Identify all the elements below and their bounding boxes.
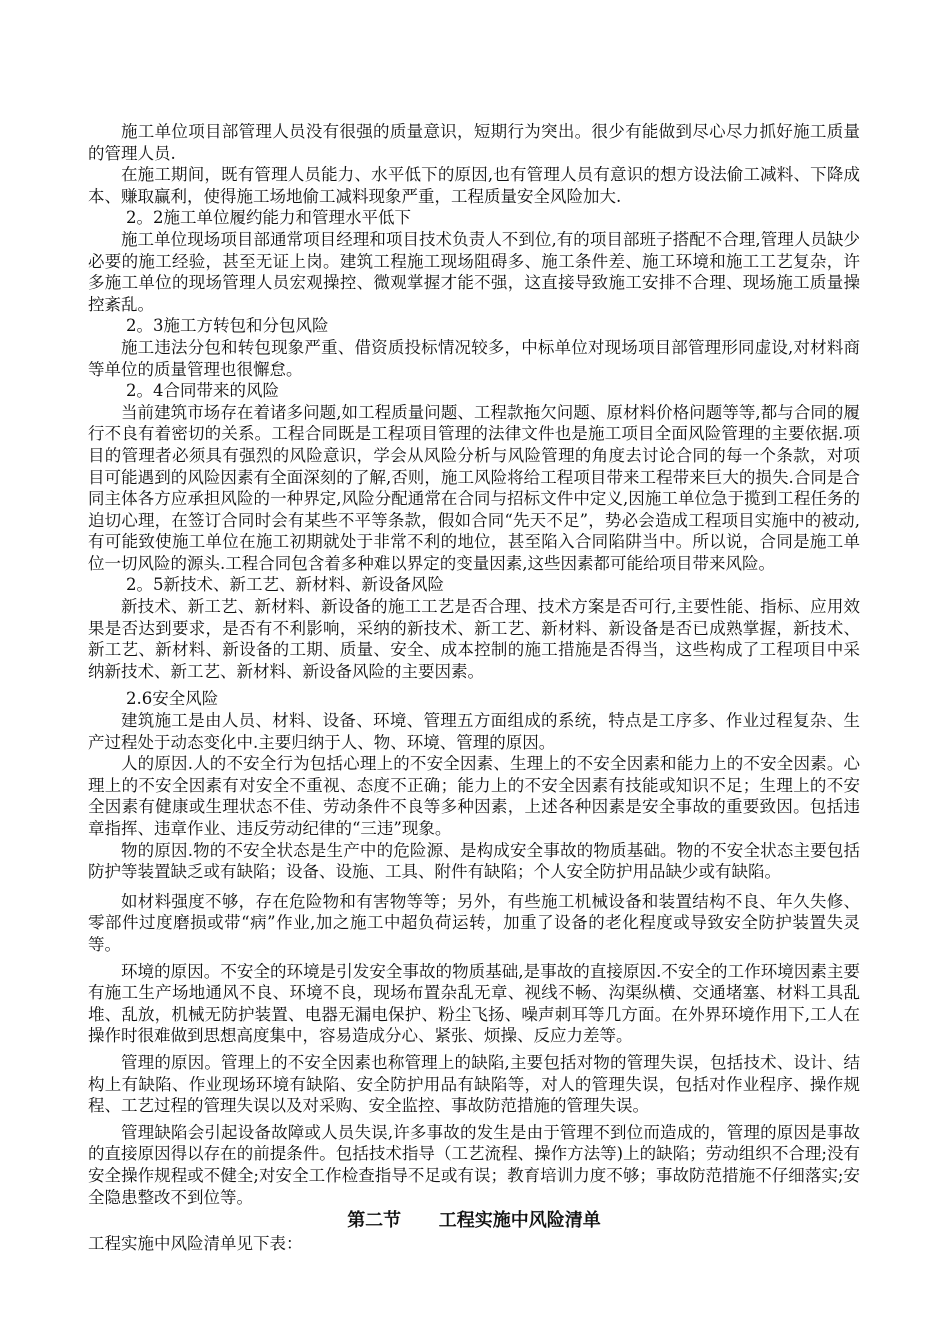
paragraph-environment-factor: 环境的原因。不安全的环境是引发安全事故的物质基础,是事故的直接原因.不安全的工作环境因素主要有施工生产场地通风不良、环境不良，现场布置杂乱无章、视线不畅、沟渠纵横、交通堵塞、材料工具乱堆、乱放，机械无防护装置、电器无漏电保护、粉尘飞扬、噪声刺耳等几方面。在外界环境作用下,工人在操作时很难做到思想高度集中，容易造成分心、紧张、烦操、反应力差等。 (88, 961, 860, 1046)
subheading-2-5: 2。5新技术、新工艺、新材料、新设备风险 (126, 575, 444, 595)
paragraph-management-defect: 管理缺陷会引起设备故障或人员失误,许多事故的发生是由于管理不到位而造成的，管理的原因是事故的直接原因得以存在的前提条件。包括技术指导（工艺流程、操作方法等)上的缺陷；劳动组织不合理;没有安全操作规程或不健全;对安全工作检查指导不足或有误；教育培训力度不够；事故防范措施不仔细落实;安全隐患整改不到位等。 (88, 1122, 860, 1207)
subheading-2-4: 2。4合同带来的风险 (126, 381, 279, 401)
paragraph-material-equipment: 如材料强度不够，存在危险物和有害物等等；另外，有些施工机械设备和装置结构不良、年久失修、零部件过度磨损或带“病”作业,加之施工中超负荷运转，加重了设备的老化程度或导致安全防护装置失灵等。 (88, 891, 860, 954)
document-page (88, 121, 860, 1255)
paragraph-cut-corners: 在施工期间，既有管理人员能力、水平低下的原因,也有管理人员有意识的想方设法偷工减料、下降成本、赚取赢利，使得施工场地偷工减料现象严重，工程质量安全风险加大. (88, 165, 860, 206)
subheading-2-6: 2.6安全风险 (126, 689, 219, 709)
paragraph-subcontract: 施工违法分包和转包现象严重、借资质投标情况较多，中标单位对现场项目部管理形同虚设,对材料商等单位的质量管理也很懈怠。 (88, 337, 860, 379)
paragraph-object-factor: 物的原因.物的不安全状态是生产中的危险源、是构成安全事故的物质基础。物的不安全状态主要包括防护等装置缺乏或有缺陷；设备、设施、工具、附件有缺陷；个人安全防护用品缺少或有缺陷。 (88, 840, 860, 882)
paragraph-management-level: 施工单位现场项目部通常项目经理和项目技术负责人不到位,有的项目部班子搭配不合理,管理人员缺少必要的施工经验，甚至无证上岗。建筑工程施工现场阻碍多、施工条件差、施工环境和施工工艺复杂，许多施工单位的现场管理人员宏观操控、微观掌握才能不强，这直接导致施工安排不合理、现场施工质量操控紊乱。 (88, 229, 860, 314)
section-intro: 工程实施中风险清单见下表： (88, 1234, 303, 1254)
subheading-2-3: 2。3施工方转包和分包风险 (126, 316, 329, 336)
section-title: 第二节 工程实施中风险清单 (347, 1210, 601, 1232)
paragraph-quality-awareness: 施工单位项目部管理人员没有很强的质量意识，短期行为突出。很少有能做到尽心尽力抓好施工质量的管理人员. (88, 122, 860, 163)
paragraph-human-factor: 人的原因.人的不安全行为包括心理上的不安全因素、生理上的不安全因素和能力上的不安全因素。心理上的不安全因素有对安全不重视、态度不正确；能力上的不安全因素有技能或知识不足；生理上的不安全因素有健康或生理状态不佳、劳动条件不良等多种因素，上述各种因素是安全事故的重要致因。包括违章指挥、违章作业、违反劳动纪律的“三违”现象。 (88, 754, 860, 838)
paragraph-management-factor: 管理的原因。管理上的不安全因素也称管理上的缺陷,主要包括对物的管理失误，包括技术、设计、结构上有缺陷、作业现场环境有缺陷、安全防护用品有缺陷等，对人的管理失误，包括对作业程序、操作规程、工艺过程的管理失误以及对采购、安全监控、事故防范措施的管理失误。 (88, 1052, 860, 1116)
paragraph-contract-risk: 当前建筑市场存在着诸多问题,如工程质量问题、工程款拖欠问题、原材料价格问题等等,都与合同的履行不良有着密切的关系。工程合同既是工程项目管理的法律文件也是施工项目全面风险管理的主要依据.项目的管理者必须具有强烈的风险意识，学会从风险分析与风险管理的角度去讨论合同的每一个条款，对项目可能遇到的风险因素有全面深刻的了解,否则，施工风险将给工程项目带来工程带来巨大的损失.合同是合同主体各方应承担风险的一种界定,风险分配通常在合同与招标文件中定义,因施工单位急于揽到工程任务的迫切心理，在签订合同时会有某些不平等条款，假如合同“先天不足”，势必会造成工程项目实施中的被动,有可能致使施工单位在施工初期就处于非常不利的地位，甚至陷入合同陷阱当中。所以说，合同是施工单位一切风险的源头.工程合同包含着多种难以界定的变量因素,这些因素都可能给项目带来风险。 (88, 402, 860, 573)
paragraph-safety-system: 建筑施工是由人员、材料、设备、环境、管理五方面组成的系统，特点是工序多、作业过程复杂、生产过程处于动态变化中.主要归纳于人、物、环境、管理的原因。 (88, 711, 860, 752)
paragraph-new-technology: 新技术、新工艺、新材料、新设备的施工工艺是否合理、技术方案是否可行,主要性能、指标、应用效果是否达到要求，是否有不利影响，采纳的新技术、新工艺、新材料、新设备是否已成熟掌握，新技术、新工艺、新材料、新设备的工期、质量、安全、成本控制的施工措施是否得当，这些构成了工程项目中采纳新技术、新工艺、新材料、新设备风险的主要因素。 (88, 597, 860, 681)
subheading-2-2: 2。2施工单位履约能力和管理水平低下 (126, 208, 411, 228)
